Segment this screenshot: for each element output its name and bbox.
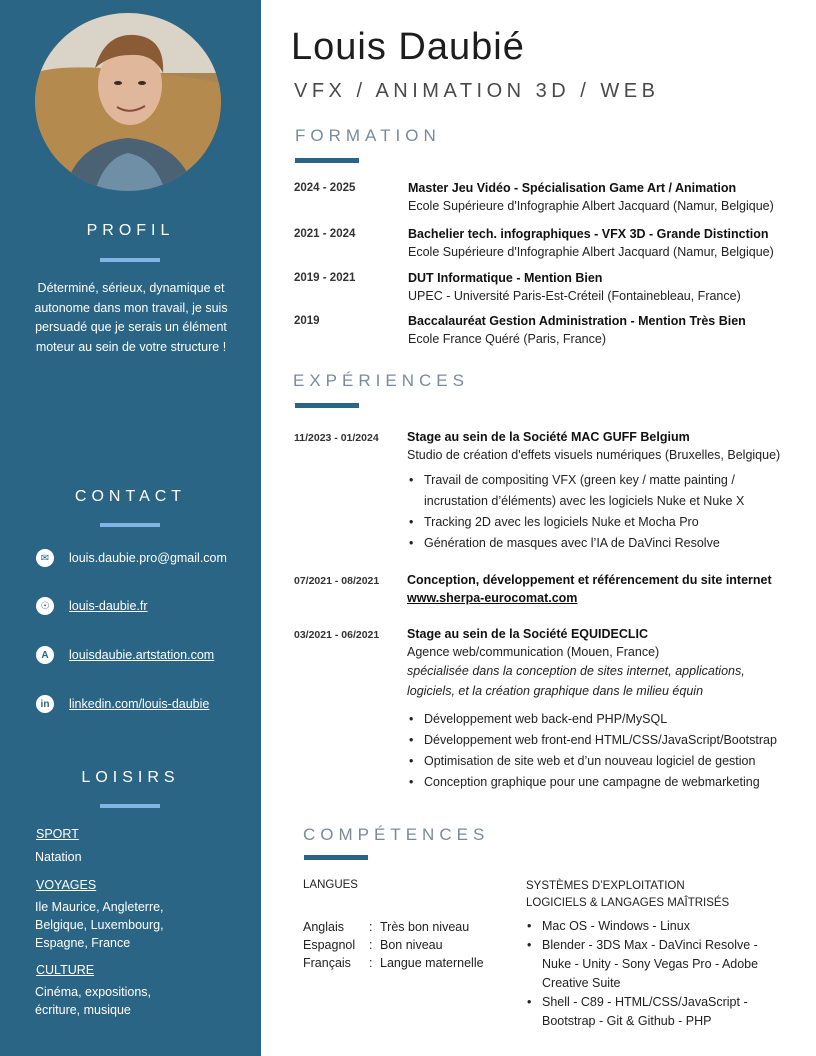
competences-divider	[304, 855, 368, 860]
list-item: • Développement web front-end HTML/CSS/JavaScript/Bootstrap	[409, 730, 777, 751]
formation-date: 2024 - 2025	[294, 182, 356, 194]
list-item-continuation: incrustation d’éléments) avec les logiciels Nuke et Nuke X	[424, 494, 745, 508]
language-row	[303, 920, 469, 934]
list-item: • Optimisation de site web et d’un nouveau logiciel de gestion	[409, 751, 777, 772]
list-item: • Conception graphique pour une campagne de webmarketing	[409, 772, 777, 793]
competences-heading: COMPÉTENCES	[303, 825, 490, 844]
formation-date: 2019 - 2021	[294, 272, 356, 284]
loisir-culture-title: CULTURE	[36, 963, 95, 977]
language-level: Langue maternelle	[380, 956, 484, 970]
experience-subtitle: Agence web/communication (Mouen, France)	[407, 645, 660, 659]
language-row	[303, 956, 484, 970]
candidate-name: Louis Daubié	[291, 26, 525, 68]
language-colon: :	[369, 956, 373, 970]
loisir-line: Ile Maurice, Angleterre,	[35, 900, 164, 914]
formation-title: Bachelier tech. infographiques - VFX 3D - Grande Distinction	[408, 227, 769, 241]
list-item: • Shell - C89 - HTML/CSS/JavaScript - Bootstrap - Git & Github - PHP	[527, 993, 767, 1031]
loisir-voyages-text	[35, 898, 164, 952]
contact-linkedin-link[interactable]: linkedin.com/louis-daubie	[69, 697, 210, 711]
artstation-icon: A	[36, 646, 54, 664]
experience-bullets	[409, 709, 777, 793]
loisir-culture-text	[35, 983, 151, 1019]
language-colon: :	[369, 920, 373, 934]
experience-website-link[interactable]: www.sherpa-eurocomat.com	[407, 591, 578, 605]
formation-date: 2021 - 2024	[294, 228, 356, 240]
formation-heading: FORMATION	[295, 126, 441, 145]
contact-artstation-link[interactable]: louisdaubie.artstation.com	[69, 648, 215, 662]
contact-email[interactable]	[36, 548, 227, 568]
language-colon: :	[369, 938, 373, 952]
email-icon: ✉	[36, 549, 54, 567]
skills-list	[527, 917, 787, 1031]
language-name: Français	[303, 956, 351, 970]
formation-school: Ecole France Quéré (Paris, France)	[408, 332, 606, 346]
sidebar	[0, 0, 261, 1056]
formation-title: Master Jeu Vidéo - Spécialisation Game Art / Animation	[408, 181, 737, 195]
formation-school: Ecole Supérieure d'Infographie Albert Jacquard (Namur, Belgique)	[408, 199, 774, 213]
experience-date: 03/2021 - 06/2021	[294, 629, 380, 641]
formation-date: 2019	[294, 315, 320, 327]
profil-divider	[100, 258, 160, 262]
loisir-line: Espagne, France	[35, 936, 131, 950]
profile-photo	[35, 13, 221, 191]
systemes-label: SYSTÈMES D’EXPLOITATION	[526, 880, 685, 892]
loisirs-divider	[100, 804, 160, 808]
globe-icon: ☉	[36, 597, 54, 615]
loisir-line: Natation	[35, 850, 82, 864]
experiences-divider	[295, 403, 359, 408]
logiciels-label: LOGICIELS & LANGAGES MAÎTRISÉS	[526, 897, 730, 909]
contact-linkedin[interactable]	[36, 694, 209, 714]
loisir-line: Cinéma, expositions,	[35, 985, 152, 999]
language-row	[303, 938, 443, 952]
experience-date: 11/2023 - 01/2024	[294, 432, 379, 444]
experience-date: 07/2021 - 08/2021	[294, 575, 380, 587]
contact-divider	[100, 523, 160, 527]
loisir-sport-title: SPORT	[36, 827, 79, 841]
loisir-line: écriture, musique	[35, 1003, 131, 1017]
linkedin-icon: in	[36, 695, 54, 713]
list-item: • Génération de masques avec l’IA de DaVinci Resolve	[409, 533, 744, 554]
experiences-heading: EXPÉRIENCES	[293, 371, 469, 390]
loisirs-heading: LOISIRS	[81, 769, 180, 786]
experience-title: Stage au sein de la Société EQUIDECLIC	[407, 627, 649, 641]
profil-text: Déterminé, sérieux, dynamique et autonome dans mon travail, je suis persuadé que je serais un élément moteur au sein de votre structure !	[34, 281, 228, 354]
list-item: • Blender - 3DS Max - DaVinci Resolve - Nuke - Unity - Sony Vegas Pro - Adobe Creative Suite	[527, 936, 767, 993]
formation-school: UPEC - Université Paris-Est-Créteil (Fontainebleau, France)	[408, 289, 741, 303]
loisir-voyages-title: VOYAGES	[36, 878, 97, 892]
contact-artstation[interactable]	[36, 645, 214, 665]
language-level: Très bon niveau	[380, 920, 470, 934]
profil-heading: PROFIL	[86, 222, 175, 239]
list-item: • Tracking 2D avec les logiciels Nuke et Mocha Pro	[409, 512, 744, 533]
experience-subtitle: Studio de création d'effets visuels numériques (Bruxelles, Belgique)	[407, 448, 781, 462]
contact-email-text[interactable]: louis.daubie.pro@gmail.com	[69, 551, 227, 565]
experience-title: Stage au sein de la Société MAC GUFF Belgium	[407, 430, 690, 444]
loisir-line: Belgique, Luxembourg,	[35, 918, 164, 932]
language-name: Espagnol	[303, 938, 356, 952]
list-item: • Travail de compositing VFX (green key / matte painting /	[409, 470, 744, 491]
experience-title: Conception, développement et référencement du site internet	[407, 573, 772, 587]
contact-website[interactable]	[36, 596, 148, 616]
langues-label: LANGUES	[303, 879, 358, 891]
experience-description: spécialisée dans la conception de sites internet, applications, logiciels, et la création graphique dans le milieu équin	[407, 664, 745, 698]
list-item: • Développement web back-end PHP/MySQL	[409, 709, 777, 730]
language-level: Bon niveau	[380, 938, 443, 952]
formation-divider	[295, 158, 359, 163]
language-name: Anglais	[303, 920, 344, 934]
formation-school: Ecole Supérieure d'Infographie Albert Jacquard (Namur, Belgique)	[408, 245, 774, 259]
candidate-role: VFX / ANIMATION 3D / WEB	[294, 80, 660, 102]
list-item: • Mac OS - Windows - Linux	[527, 917, 787, 936]
loisir-sport-text	[35, 848, 82, 866]
formation-title: DUT Informatique - Mention Bien	[408, 271, 603, 285]
list-item	[409, 491, 744, 512]
contact-heading: CONTACT	[74, 488, 187, 505]
formation-title: Baccalauréat Gestion Administration - Mention Très Bien	[408, 314, 746, 328]
contact-website-link[interactable]: louis-daubie.fr	[69, 599, 148, 613]
experience-bullets	[409, 470, 744, 554]
